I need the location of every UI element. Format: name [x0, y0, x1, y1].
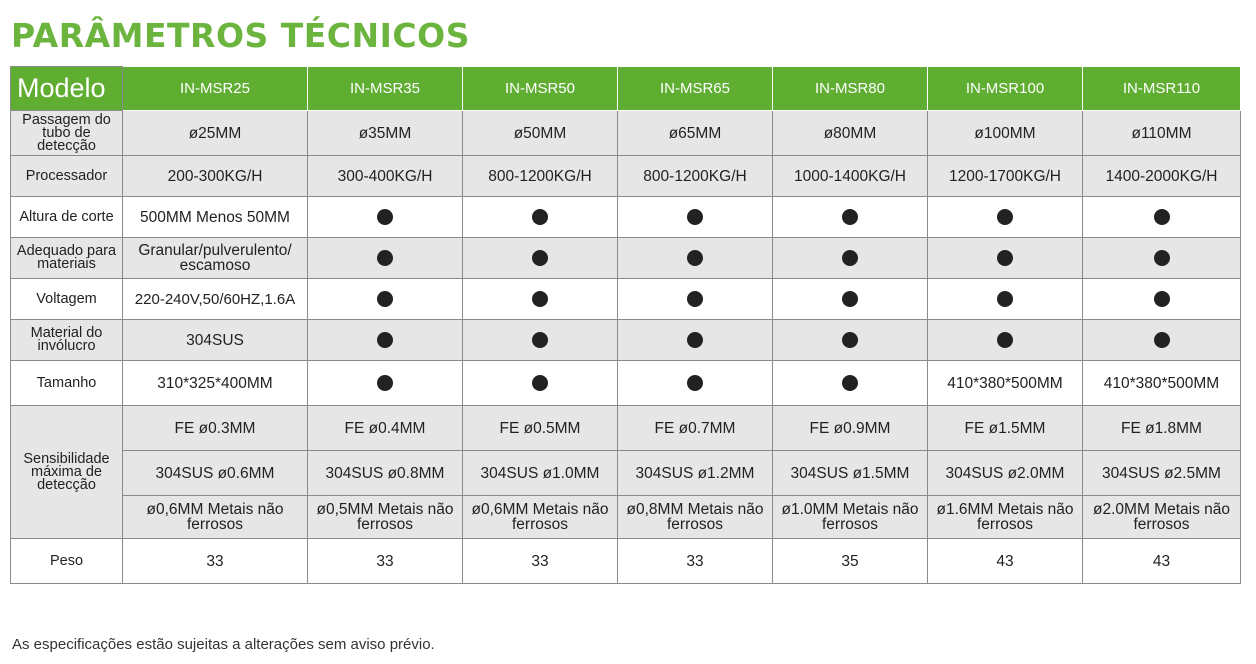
- filled-dot-icon: [377, 375, 393, 391]
- header-model: IN-MSR25: [123, 67, 308, 111]
- dot-cell: [1083, 197, 1241, 238]
- row-label: Altura de corte: [11, 197, 123, 238]
- row-label: Peso: [11, 539, 123, 584]
- dot-cell: [618, 238, 773, 279]
- dot-cell: [618, 320, 773, 361]
- dot-cell: [308, 238, 463, 279]
- dot-cell: [1083, 279, 1241, 320]
- filled-dot-icon: [842, 250, 858, 266]
- header-model: IN-MSR50: [463, 67, 618, 111]
- row-sensibilidade-nonferrous: [11, 496, 1241, 539]
- filled-dot-icon: [842, 209, 858, 225]
- dot-cell: [618, 197, 773, 238]
- cell: 800-1200KG/H: [463, 156, 618, 197]
- row-processador: [11, 156, 1241, 197]
- dot-cell: [1083, 238, 1241, 279]
- cell: FE ø0.7MM: [618, 406, 773, 451]
- dot-cell: [463, 320, 618, 361]
- cell: 304SUS ø2.0MM: [928, 451, 1083, 496]
- cell: 304SUS ø1.0MM: [463, 451, 618, 496]
- filled-dot-icon: [377, 209, 393, 225]
- dot-cell: [463, 238, 618, 279]
- cell: ø2.0MM Metais não ferrosos: [1083, 496, 1241, 539]
- filled-dot-icon: [1154, 250, 1170, 266]
- cell: 35: [773, 539, 928, 584]
- cell: ø0,6MM Metais não ferrosos: [463, 496, 618, 539]
- filled-dot-icon: [687, 332, 703, 348]
- dot-cell: [928, 238, 1083, 279]
- cell: 410*380*500MM: [928, 361, 1083, 406]
- row-sensibilidade-fe: [11, 406, 1241, 451]
- cell: 500MM Menos 50MM: [123, 197, 308, 238]
- row-altura: [11, 197, 1241, 238]
- filled-dot-icon: [687, 375, 703, 391]
- dot-cell: [618, 361, 773, 406]
- cell: 304SUS ø1.5MM: [773, 451, 928, 496]
- cell: ø25MM: [123, 111, 308, 156]
- cell: ø1.0MM Metais não ferrosos: [773, 496, 928, 539]
- cell: ø100MM: [928, 111, 1083, 156]
- header-model: IN-MSR100: [928, 67, 1083, 111]
- cell: FE ø0.4MM: [308, 406, 463, 451]
- cell: FE ø0.5MM: [463, 406, 618, 451]
- dot-cell: [308, 279, 463, 320]
- row-sensibilidade-sus: [11, 451, 1241, 496]
- filled-dot-icon: [377, 332, 393, 348]
- cell: 304SUS ø0.8MM: [308, 451, 463, 496]
- row-label: Passagem do tubo de detecção: [11, 111, 123, 156]
- cell: 33: [618, 539, 773, 584]
- dot-cell: [928, 279, 1083, 320]
- cell: FE ø1.8MM: [1083, 406, 1241, 451]
- row-tamanho: [11, 361, 1241, 406]
- cell: ø0,6MM Metais não ferrosos: [123, 496, 308, 539]
- cell: 43: [1083, 539, 1241, 584]
- dot-cell: [928, 197, 1083, 238]
- cell: 33: [463, 539, 618, 584]
- cell: FE ø0.3MM: [123, 406, 308, 451]
- filled-dot-icon: [687, 291, 703, 307]
- dot-cell: [928, 320, 1083, 361]
- dot-cell: [773, 320, 928, 361]
- filled-dot-icon: [997, 209, 1013, 225]
- cell: 300-400KG/H: [308, 156, 463, 197]
- cell: 33: [123, 539, 308, 584]
- filled-dot-icon: [1154, 209, 1170, 225]
- row-peso: [11, 539, 1241, 584]
- dot-cell: [618, 279, 773, 320]
- dot-cell: [773, 279, 928, 320]
- filled-dot-icon: [1154, 291, 1170, 307]
- cell: ø0,8MM Metais não ferrosos: [618, 496, 773, 539]
- header-modelo: Modelo: [11, 67, 123, 111]
- cell: Granular/pulverulento/ escamoso: [123, 238, 308, 279]
- dot-cell: [308, 197, 463, 238]
- filled-dot-icon: [687, 209, 703, 225]
- header-model: IN-MSR35: [308, 67, 463, 111]
- dot-cell: [1083, 320, 1241, 361]
- dot-cell: [463, 279, 618, 320]
- filled-dot-icon: [842, 291, 858, 307]
- row-label: Voltagem: [11, 279, 123, 320]
- dot-cell: [773, 238, 928, 279]
- header-row: [11, 67, 1241, 111]
- cell: 800-1200KG/H: [618, 156, 773, 197]
- cell: ø50MM: [463, 111, 618, 156]
- filled-dot-icon: [842, 332, 858, 348]
- cell: 1000-1400KG/H: [773, 156, 928, 197]
- row-label: Sensibilidade máxima de detecção: [11, 406, 123, 539]
- cell: ø1.6MM Metais não ferrosos: [928, 496, 1083, 539]
- dot-cell: [463, 361, 618, 406]
- row-label: Adequado para materiais: [11, 238, 123, 279]
- row-label: Material do invólucro: [11, 320, 123, 361]
- header-model: IN-MSR80: [773, 67, 928, 111]
- dot-cell: [308, 361, 463, 406]
- cell: ø0,5MM Metais não ferrosos: [308, 496, 463, 539]
- filled-dot-icon: [532, 209, 548, 225]
- cell: ø80MM: [773, 111, 928, 156]
- cell: 43: [928, 539, 1083, 584]
- cell: 304SUS ø0.6MM: [123, 451, 308, 496]
- cell: 220-240V,50/60HZ,1.6A: [123, 279, 308, 320]
- cell: 304SUS ø2.5MM: [1083, 451, 1241, 496]
- cell: ø110MM: [1083, 111, 1241, 156]
- cell: ø65MM: [618, 111, 773, 156]
- row-voltagem: [11, 279, 1241, 320]
- dot-cell: [463, 197, 618, 238]
- cell: ø35MM: [308, 111, 463, 156]
- dot-cell: [773, 197, 928, 238]
- filled-dot-icon: [532, 291, 548, 307]
- header-model: IN-MSR110: [1083, 67, 1241, 111]
- filled-dot-icon: [1154, 332, 1170, 348]
- cell: FE ø0.9MM: [773, 406, 928, 451]
- filled-dot-icon: [842, 375, 858, 391]
- header-model: IN-MSR65: [618, 67, 773, 111]
- cell: 304SUS: [123, 320, 308, 361]
- filled-dot-icon: [377, 291, 393, 307]
- filled-dot-icon: [997, 250, 1013, 266]
- dot-cell: [773, 361, 928, 406]
- page-title: PARÂMETROS TÉCNICOS: [11, 16, 470, 55]
- cell: 410*380*500MM: [1083, 361, 1241, 406]
- filled-dot-icon: [532, 332, 548, 348]
- row-passagem: [11, 111, 1241, 156]
- row-label: Processador: [11, 156, 123, 197]
- cell: 200-300KG/H: [123, 156, 308, 197]
- cell: 1400-2000KG/H: [1083, 156, 1241, 197]
- row-material: [11, 320, 1241, 361]
- filled-dot-icon: [687, 250, 703, 266]
- filled-dot-icon: [997, 332, 1013, 348]
- filled-dot-icon: [532, 375, 548, 391]
- dot-cell: [308, 320, 463, 361]
- filled-dot-icon: [532, 250, 548, 266]
- cell: FE ø1.5MM: [928, 406, 1083, 451]
- cell: 1200-1700KG/H: [928, 156, 1083, 197]
- cell: 33: [308, 539, 463, 584]
- filled-dot-icon: [997, 291, 1013, 307]
- row-label: Tamanho: [11, 361, 123, 406]
- spec-table: [10, 66, 1241, 584]
- cell: 310*325*400MM: [123, 361, 308, 406]
- filled-dot-icon: [377, 250, 393, 266]
- cell: 304SUS ø1.2MM: [618, 451, 773, 496]
- row-adequado: [11, 238, 1241, 279]
- footnote: As especificações estão sujeitas a alterações sem aviso prévio.: [12, 636, 435, 653]
